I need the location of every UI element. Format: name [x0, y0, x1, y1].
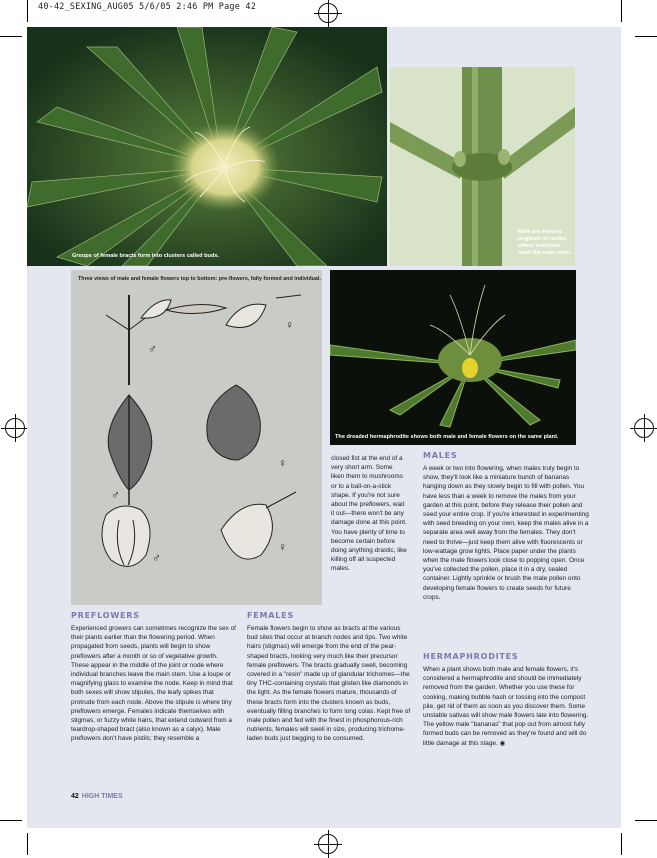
- preflowers-heading: preflowers: [71, 608, 140, 621]
- page-number: 42: [71, 793, 79, 800]
- crop-mark: [27, 0, 28, 22]
- crop-mark: [0, 820, 22, 821]
- female-symbol-2: ♀: [278, 456, 287, 470]
- male-preflower-photo: [390, 67, 575, 266]
- crop-mark: [0, 36, 22, 37]
- male-symbol-3: ♂: [152, 551, 161, 565]
- hermaphrodite-photo: [330, 270, 576, 445]
- cannabis-leaves-image: [27, 27, 387, 266]
- registration-mark-icon: [5, 418, 25, 438]
- hermaphrodite-caption: The dreaded hermaphrodite shows both male and female flowers on the same plant.: [335, 434, 559, 440]
- males-body: A week or two into flowering, when males truly begin to show, they'll look like a miniature bunch of bananas hanging down as they slowly begin to fill with pollen. You have less than a week to remove the males from your garden at this point, before they release their pollen and seed your entire crop. If you're interested in experimenting with seed breeding on your own, keep the males alive in a separate area well away from the females. They don't need to thrive—just keep them alive with fluorescents or low-wattage grow lights. Place paper under the plants when the male flowers look close to popping open. Once you've collected the pollen, place it in a dry, sealed container. Lightly sprinkle or brush the male pollen onto developing female flowers to create seeds for future crops.: [423, 465, 589, 601]
- female-bud-caption: Groups of female bracts form into clusters called buds.: [72, 253, 220, 259]
- male-preflower-caption: Male pre-flowers originate at nodes where branches meet the main stem.: [518, 229, 572, 256]
- female-bud-photo: [27, 27, 387, 266]
- magazine-name: HIGH TIMES: [81, 793, 123, 800]
- illustration-caption: Three views of male and female flowers top to bottom: pre-flowers, fully formed and individual.: [78, 276, 321, 282]
- female-symbol-3: ♀: [278, 540, 287, 554]
- males-heading: males: [423, 448, 458, 461]
- hermaphrodites-heading: hermaphrodites: [423, 649, 519, 662]
- crop-mark: [27, 833, 28, 855]
- crop-mark: [621, 0, 622, 22]
- preflowers-continued-body: closed fist at the end of a very short arm. Some liken them to mushrooms or to a ball-on-a-stick shape. If you're not sure about the preflowers, wait it out—there won't be any damage done at this point. You have plenty of time to become certain before doing anything drastic, like killing off all suspected males.: [331, 455, 407, 573]
- male-symbol-2: ♂: [111, 488, 120, 502]
- registration-mark-icon: [318, 3, 338, 23]
- crop-mark: [635, 36, 657, 37]
- preflowers-body: Experienced growers can sometimes recognize the sex of their plants earlier than the flowering period. When propagated from seeds, plants will begin to show preflowers after a month or so of vegetative growth. These appear in the middle of the joint or node where individual branches leave the main stem. Use a loupe or magnifying glass to examine the node. Keep in mind that both sexes will show stipules, the leafy spikes that protrude from each node. Above the stipule is where tiny preflowers emerge. Females indicate themselves with stigmas, or fuzzy white hairs, that extend outward from a teardrop-shaped bract (also known as a calyx). Male preflowers don't have pistils; they resemble a: [71, 625, 236, 743]
- page-folio: [71, 793, 123, 800]
- male-symbol-1: ♂: [148, 342, 157, 356]
- females-heading: females: [247, 608, 295, 621]
- flower-illustration-panel: [71, 270, 322, 605]
- registration-mark-icon: [318, 834, 338, 854]
- hermaphrodite-plant-image: [330, 270, 576, 445]
- registration-mark-icon: [634, 418, 654, 438]
- female-symbol-1: ♀: [285, 318, 294, 332]
- slug-line: 40-42_SEXING_AUG05 5/6/05 2:46 PM Page 42: [38, 2, 257, 12]
- females-body: Female flowers begin to show as bracts at the various bud sites that occur at branch nodes and tips. Two white hairs (stigmas) will emerge from the end of the pear-shaped bracts, looking very much like their precursor female preflowers. The bracts gradually swell, becoming covered in a "resin" made up of glandular trichomes—the tiny THC-containing crystals that glisten like diamonds in the light. As the female flowers mature, thousands of these bracts form into the clusters known as buds, eventually filling branches to form long colas. Kept free of male pollen and fed with the finest in phosphorous-rich nutrients, females will swell in size, producing trichome-laden buds just begging to be consumed.: [247, 625, 411, 743]
- crop-mark: [621, 833, 622, 855]
- crop-mark: [635, 820, 657, 821]
- hermaphrodites-body: When a plant shows both male and female flowers, it's considered a hermaphrodite and should be immediately removed from the garden. Whether you use these for cooking, making bubble hash or tossing into the compost pile, get rid of them as soon as you discover them. Some unstable sativas will show male flowers late into flowering. The yellow male "bananas" that pop out from almost fully formed buds can be removed as they're found and will do little damage at this stage. ◉: [423, 666, 589, 747]
